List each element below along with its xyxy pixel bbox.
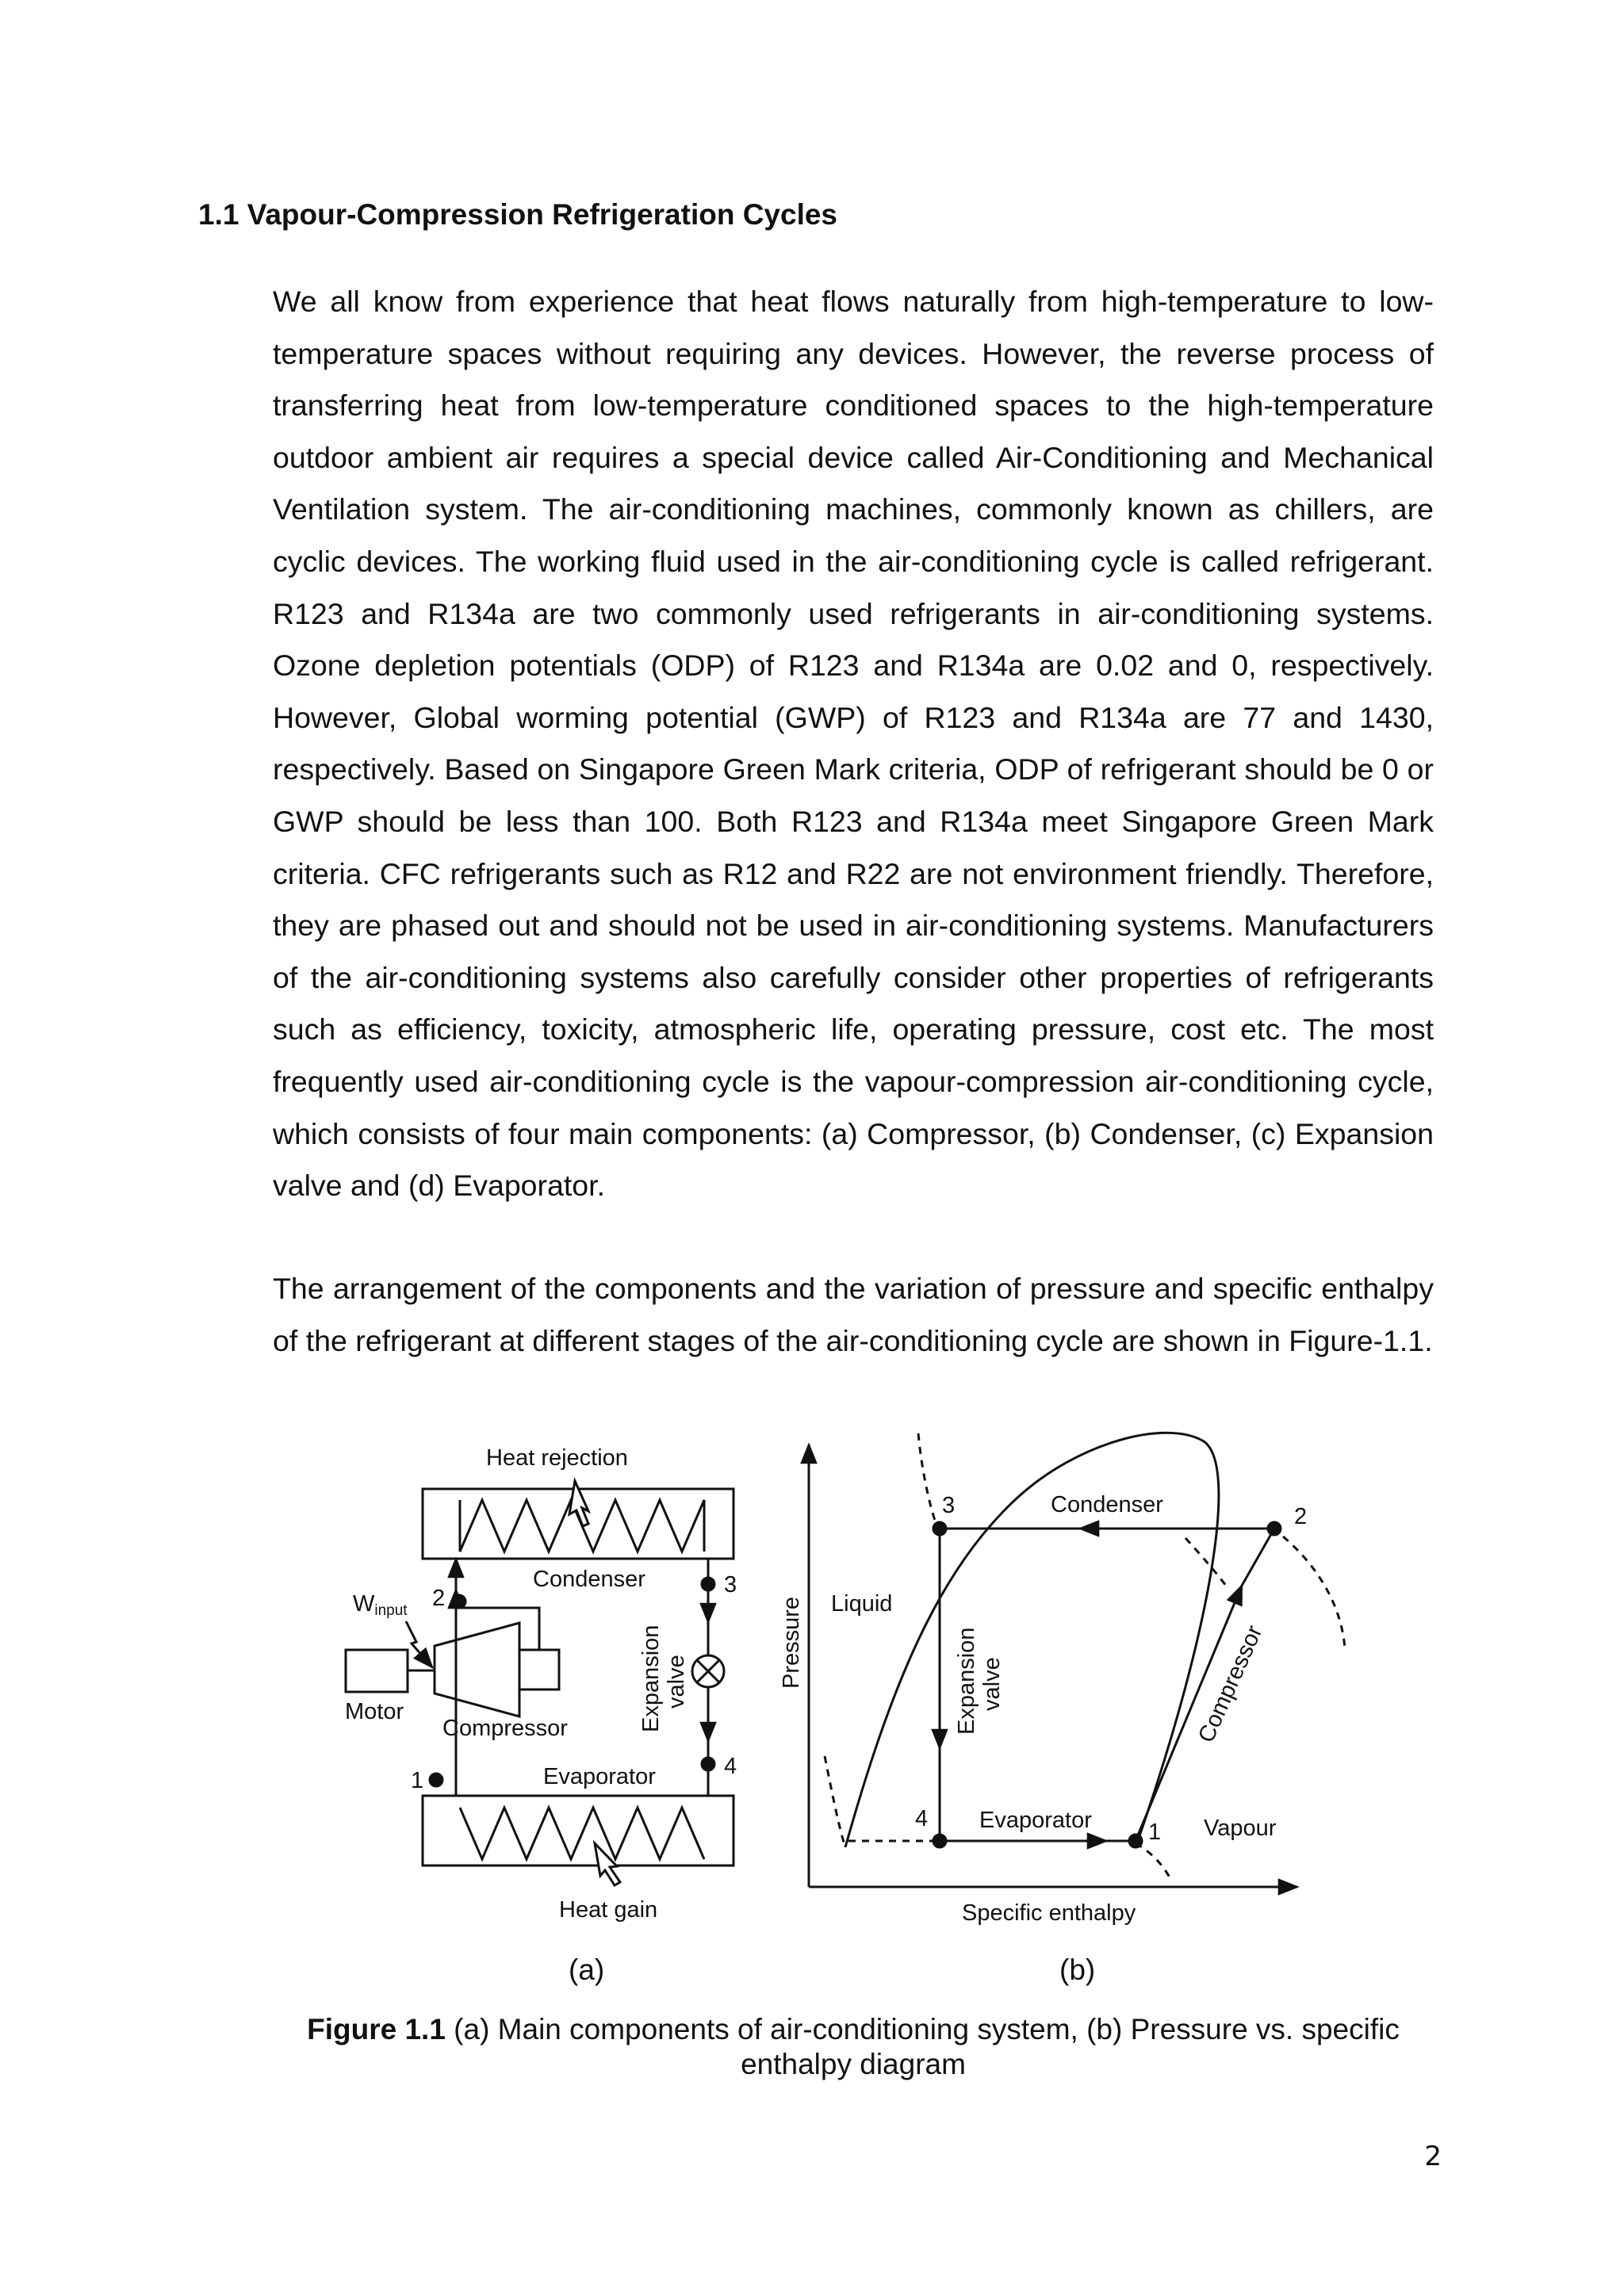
point-a-3	[702, 1578, 714, 1590]
evaporator-coil	[460, 1808, 704, 1859]
figure-caption	[273, 2012, 1434, 2082]
evaporator-label-b: Evaporator	[979, 1808, 1092, 1833]
dashed-superheat-line	[1283, 1536, 1345, 1649]
dashed-liquid-isotherm	[825, 1756, 845, 1847]
body-paragraph-1: We all know from experience that heat flows naturally from high-temperature to low-temperature spaces without requiring any devices. However, the reverse process of transferring heat from low-temperature conditioned spaces to the high-temperature outdoor ambient air requires a special device called Air-Conditioning and Mechanical Ventilation system. The air-conditioning machines, commonly known as chillers, are cyclic devices. The working fluid used in the air-conditioning cycle is called refrigerant. R123 and R134a are two commonly used refrigerants in air-conditioning systems. Ozone depletion potentials (ODP) of R123 and R134a are 0.02 and 0, respectively. However, Global worming potential (GWP) of R123 and R134a are 77 and 1430, respectively. Based on Singapore Green Mark criteria, ODP of refrigerant should be 0 or GWP should be less than 100. Both R123 and R134a meet Singapore Green Mark criteria. CFC refrigerants such as R12 and R22 are not environment friendly. Therefore, they are phased out and should not be used in air-conditioning systems. Manufacturers of the air-conditioning systems also carefully consider other properties of refrigerants such as efficiency, toxicity, atmospheric life, operating pressure, cost etc. The most frequently used air-conditioning cycle is the vapour-compression air-conditioning cycle, which consists of four main components: (a) Compressor, (b) Condenser, (c) Expansion valve and (d) Evaporator.	[273, 285, 1434, 1203]
point-b-3-label: 3	[942, 1493, 956, 1518]
diagram-b-labels	[779, 1492, 1307, 1986]
caption-text: (a) Main components of air-conditioning system, (b) Pressure vs. specific enthalpy diagram	[445, 2013, 1400, 2080]
condenser-label-b: Condenser	[1051, 1492, 1163, 1517]
enthalpy-axis-label: Specific enthalpy	[962, 1900, 1136, 1926]
point-a-1	[430, 1774, 442, 1786]
compressor-label-a: Compressor	[442, 1716, 568, 1741]
point-b-4-label: 4	[915, 1806, 929, 1831]
section-heading: 1.1 Vapour-Compression Refrigeration Cycles	[198, 198, 838, 231]
sublabel-a: (a)	[569, 1954, 605, 1986]
diagram-a-labels	[345, 1445, 737, 1986]
point-a-2	[453, 1595, 465, 1608]
point-b-4	[933, 1835, 946, 1847]
motor-label: Motor	[345, 1699, 404, 1724]
dashed-vapour-bottom	[1136, 1843, 1170, 1877]
point-a-3-label: 3	[724, 1572, 737, 1598]
motor-box	[346, 1650, 408, 1692]
point-a-4-label: 4	[724, 1754, 737, 1779]
caption-figure-number: Figure 1.1	[307, 2013, 446, 2045]
point-a-2-label: 2	[432, 1586, 446, 1611]
point-b-3	[933, 1522, 946, 1535]
heat-gain-label: Heat gain	[559, 1897, 658, 1923]
expansion-valve-label-a: Expansionvalve	[638, 1624, 689, 1732]
dashed-vapour-line	[1185, 1538, 1226, 1586]
body-paragraph-2: The arrangement of the components and the variation of pressure and specific enthalpy of the refrigerant at different stages of the air-conditioning cycle are shown in Figure-1.1.	[273, 1272, 1434, 1357]
point-b-1-label: 1	[1148, 1820, 1162, 1845]
page-number: 2	[1424, 2141, 1442, 2172]
point-b-2-label: 2	[1294, 1504, 1308, 1529]
compressor-head	[519, 1650, 559, 1689]
vapour-label: Vapour	[1204, 1816, 1277, 1841]
expansion-valve-label-b: Expansionvalve	[954, 1627, 1005, 1735]
evaporator-label-a: Evaporator	[543, 1764, 656, 1789]
heat-rejection-label: Heat rejection	[486, 1445, 628, 1471]
compressor-shape	[435, 1623, 519, 1716]
point-a-4	[702, 1758, 714, 1770]
w-input-label: Winput	[353, 1591, 408, 1619]
heat-gain-arrow	[595, 1843, 620, 1885]
point-a-1-label: 1	[411, 1768, 424, 1793]
condenser-label-a: Condenser	[533, 1567, 645, 1592]
point-b-2	[1268, 1522, 1281, 1535]
sublabel-b: (b)	[1059, 1954, 1096, 1986]
liquid-label: Liquid	[831, 1591, 893, 1617]
w-input-arrow	[406, 1621, 432, 1667]
dashed-subcooled-line	[918, 1433, 937, 1527]
pressure-axis-label: Pressure	[779, 1596, 804, 1689]
compressor-label-b: Compressor	[1193, 1621, 1268, 1747]
point-b-1	[1129, 1835, 1142, 1847]
